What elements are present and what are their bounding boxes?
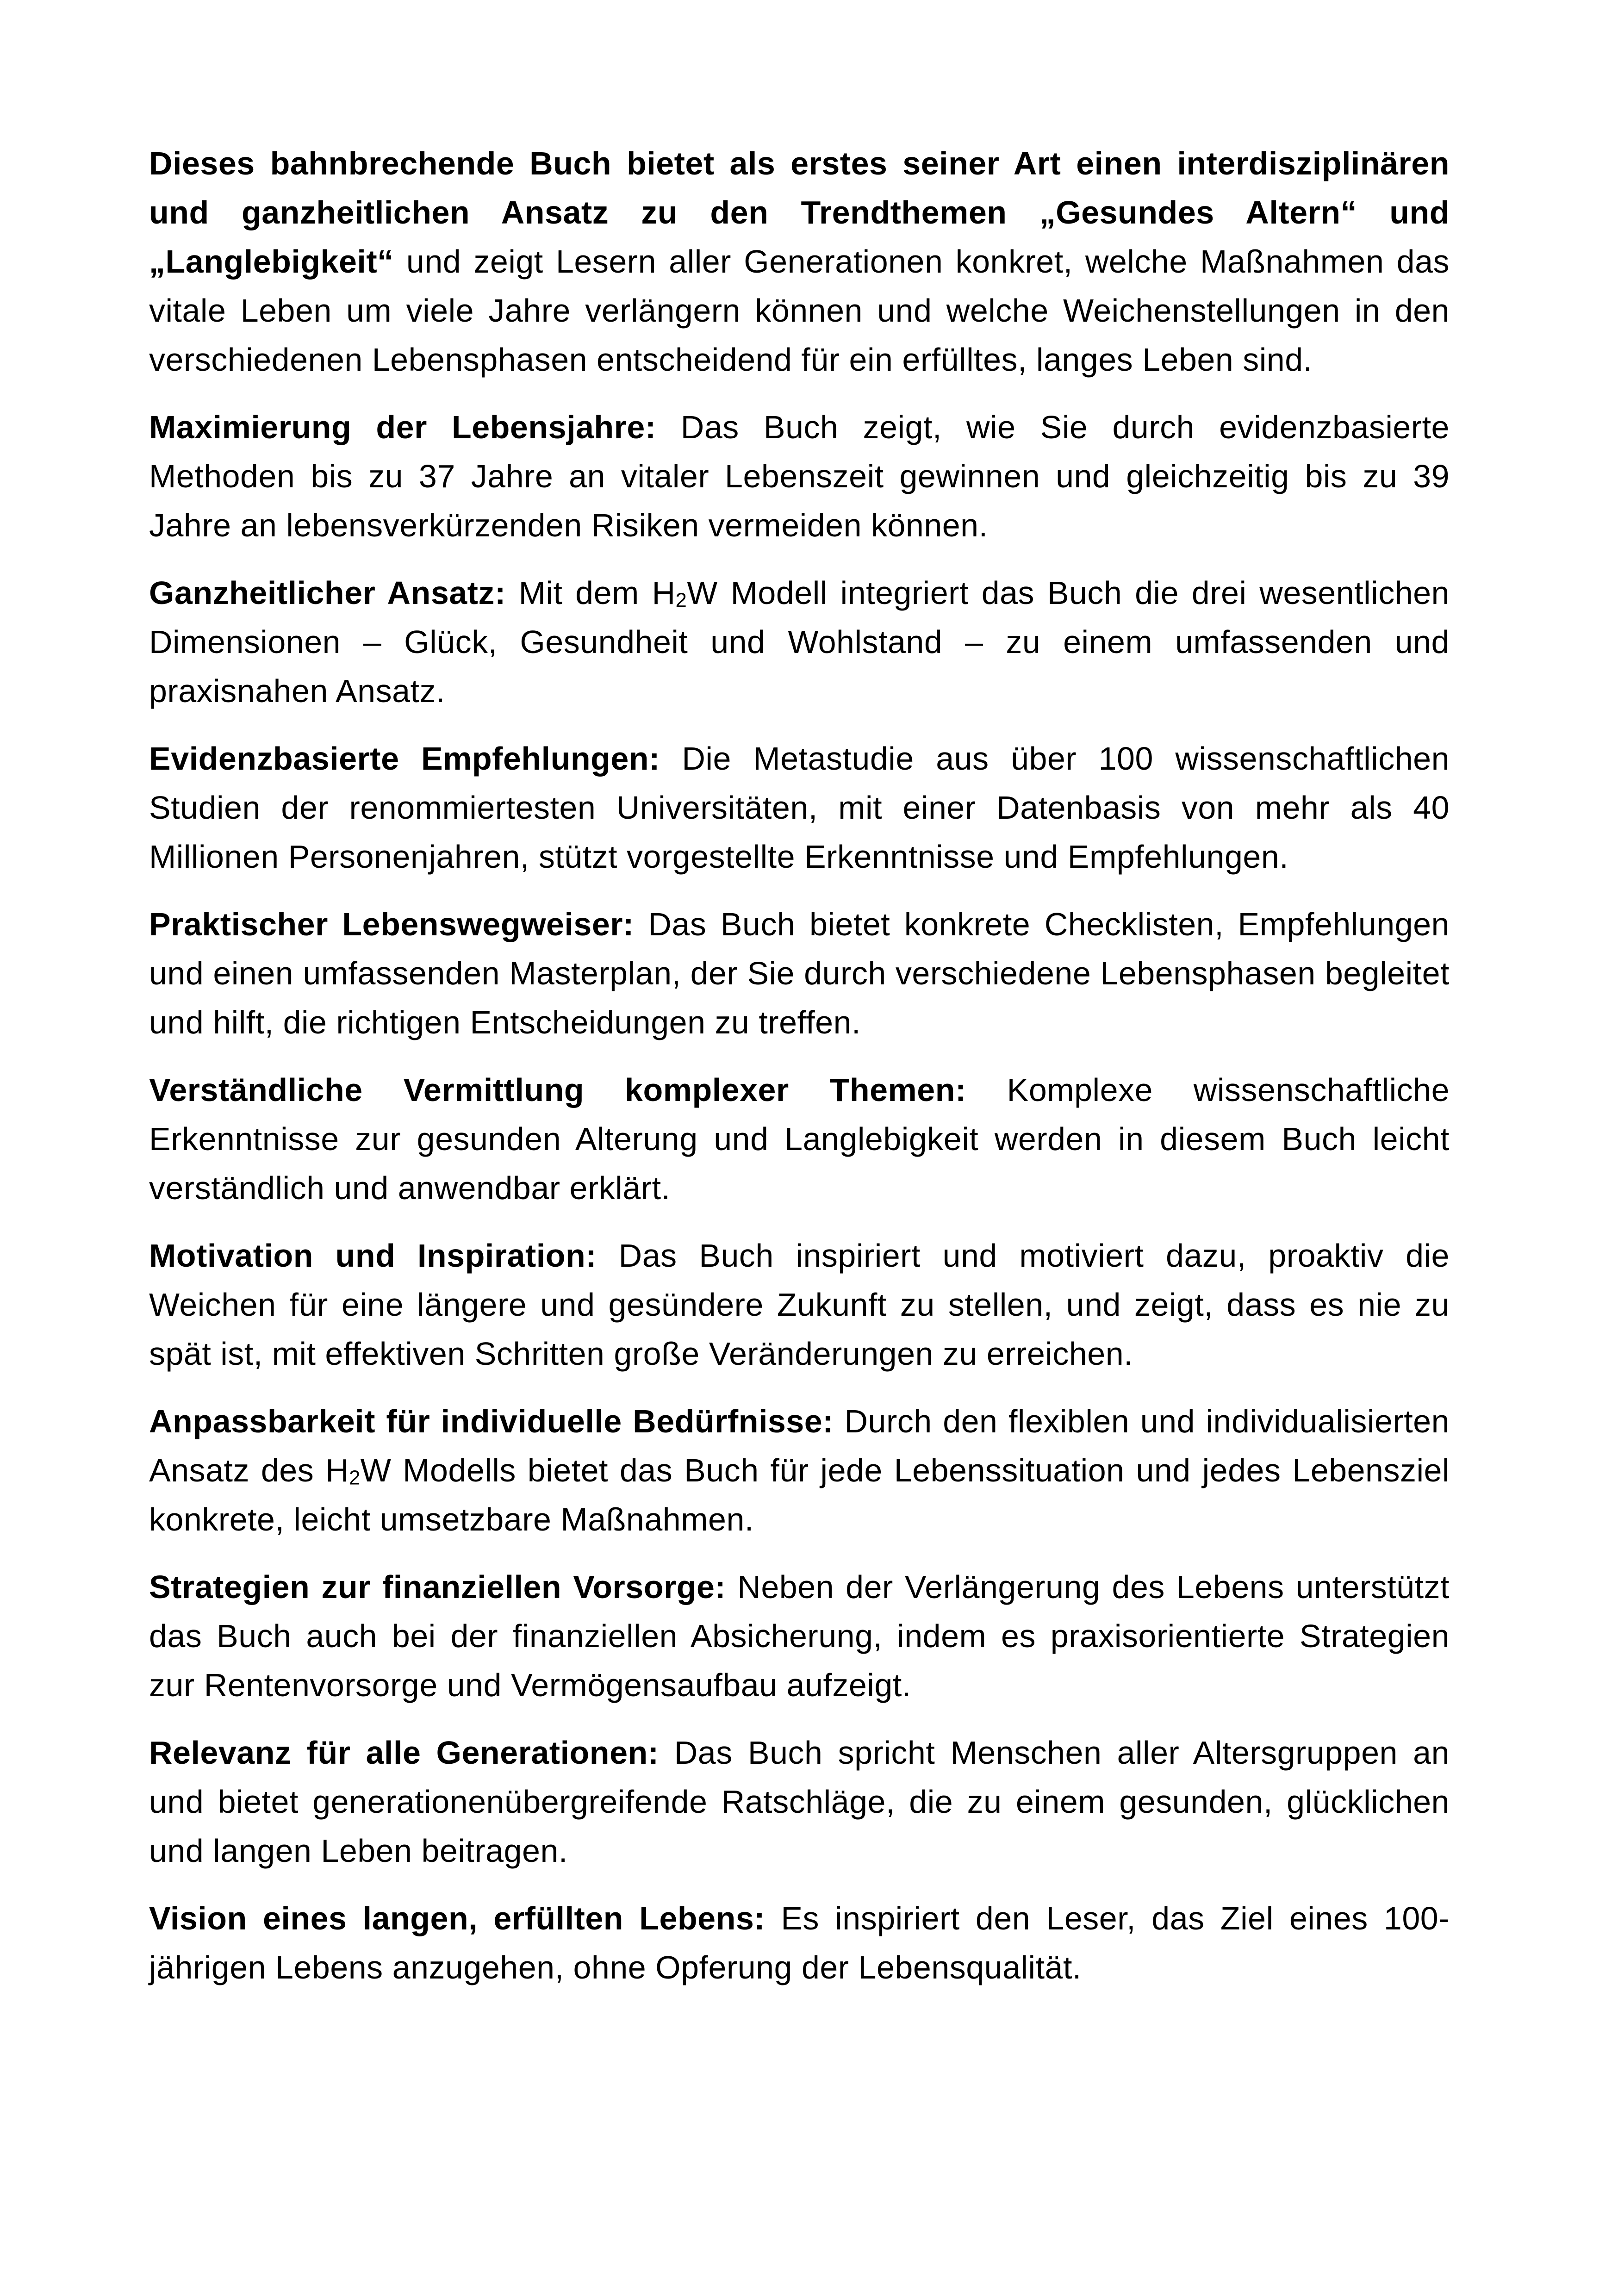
paragraph-vision	[149, 1894, 1450, 1992]
paragraph-lead: Ganzheitlicher Ansatz:	[149, 575, 506, 611]
paragraph-ganzheitlich	[149, 568, 1450, 716]
paragraph-vermittlung	[149, 1065, 1450, 1213]
paragraph-text: Das Buch bietet konkrete Checklisten, Empfehlungen und einen umfassenden Masterplan, der Sie durch verschiedene Lebensphasen begleitet und hilft, die richtigen Entscheidungen zu treffen.	[149, 906, 1450, 1040]
paragraph-generationen	[149, 1728, 1450, 1875]
paragraph-anpassbarkeit	[149, 1397, 1450, 1544]
paragraph-text: Das Buch inspiriert und motiviert dazu, proaktiv die Weichen für eine längere und gesündere Zukunft zu stellen, und zeigt, dass es nie zu spät ist, mit effektiven Schritten große Veränderungen zu erreichen.	[149, 1238, 1450, 1372]
paragraph-evidenz	[149, 734, 1450, 881]
paragraph-motivation	[149, 1231, 1450, 1378]
paragraph-lebensjahre	[149, 403, 1450, 550]
paragraph-lead: Motivation und Inspiration:	[149, 1238, 597, 1274]
paragraph-text: W Modells bietet das Buch für jede Lebenssituation und jedes Lebensziel konkrete, leicht umsetzbare Maßnahmen.	[149, 1452, 1450, 1537]
document-page	[149, 139, 1450, 2010]
paragraph-text: Die Metastudie aus über 100 wissenschaftlichen Studien der renommiertesten Universitäten, mit einer Datenbasis von mehr als 40 Millionen Personenjahren, stützt vorgestellte Erkenntnisse und Empfehlungen.	[149, 740, 1450, 875]
intro-bold-text: Dieses bahnbrechende Buch bietet als erstes seiner Art einen interdisziplinären und ganzheitlichen Ansatz zu den Trendthemen „Gesundes Altern“ und „Langlebigkeit“	[149, 145, 1450, 280]
paragraph-lead: Verständliche Vermittlung komplexer Themen:	[149, 1072, 966, 1108]
paragraph-lead: Anpassbarkeit für individuelle Bedürfnisse:	[149, 1403, 834, 1439]
paragraph-lead: Praktischer Lebenswegweiser:	[149, 906, 634, 942]
intro-paragraph	[149, 139, 1450, 384]
paragraph-text: Das Buch spricht Menschen aller Altersgruppen an und bietet generationenübergreifende Ratschläge, die zu einem gesunden, glücklichen und langen Leben beitragen.	[149, 1735, 1450, 1869]
paragraph-text: Das Buch zeigt, wie Sie durch evidenzbasierte Methoden bis zu 37 Jahre an vitaler Lebenszeit gewinnen und gleichzeitig bis zu 39 Jahre an lebensverkürzenden Risiken vermeiden können.	[149, 409, 1450, 543]
paragraph-lead: Evidenzbasierte Empfehlungen:	[149, 740, 660, 777]
paragraph-text: Es inspiriert den Leser, das Ziel eines 100-jährigen Lebens anzugehen, ohne Opferung der Lebensqualität.	[149, 1900, 1450, 1985]
paragraph-text: Neben der Verlängerung des Lebens unterstützt das Buch auch bei der finanziellen Absicherung, indem es praxisorientierte Strategien zur Rentenvorsorge und Vermögensaufbau aufzeigt.	[149, 1569, 1450, 1703]
subscript: 2	[349, 1467, 361, 1489]
paragraph-lebenswegweiser	[149, 900, 1450, 1047]
intro-text: und zeigt Lesern aller Generationen konkret, welche Maßnahmen das vitale Leben um viele Jahre verlängern können und welche Weichenstellungen in den verschiedenen Lebensphasen entscheidend für ein erfülltes, langes Leben sind.	[149, 243, 1450, 378]
paragraph-text: Komplexe wissenschaftliche Erkenntnisse zur gesunden Alterung und Langlebigkeit werden in diesem Buch leicht verständlich und anwendbar erklärt.	[149, 1072, 1450, 1206]
paragraph-text: W Modell integriert das Buch die drei wesentlichen Dimensionen – Glück, Gesundheit und Wohlstand – zu einem umfassenden und praxisnahen Ansatz.	[149, 575, 1450, 709]
subscript: 2	[675, 589, 687, 612]
paragraph-vorsorge	[149, 1562, 1450, 1710]
paragraph-lead: Relevanz für alle Generationen:	[149, 1735, 659, 1771]
paragraph-lead: Strategien zur finanziellen Vorsorge:	[149, 1569, 726, 1605]
paragraph-lead: Maximierung der Lebensjahre:	[149, 409, 656, 445]
paragraph-text: Durch den flexiblen und individualisierten Ansatz des H	[149, 1403, 1450, 1488]
paragraph-lead: Vision eines langen, erfüllten Lebens:	[149, 1900, 765, 1936]
paragraph-text: Mit dem H	[505, 575, 676, 611]
